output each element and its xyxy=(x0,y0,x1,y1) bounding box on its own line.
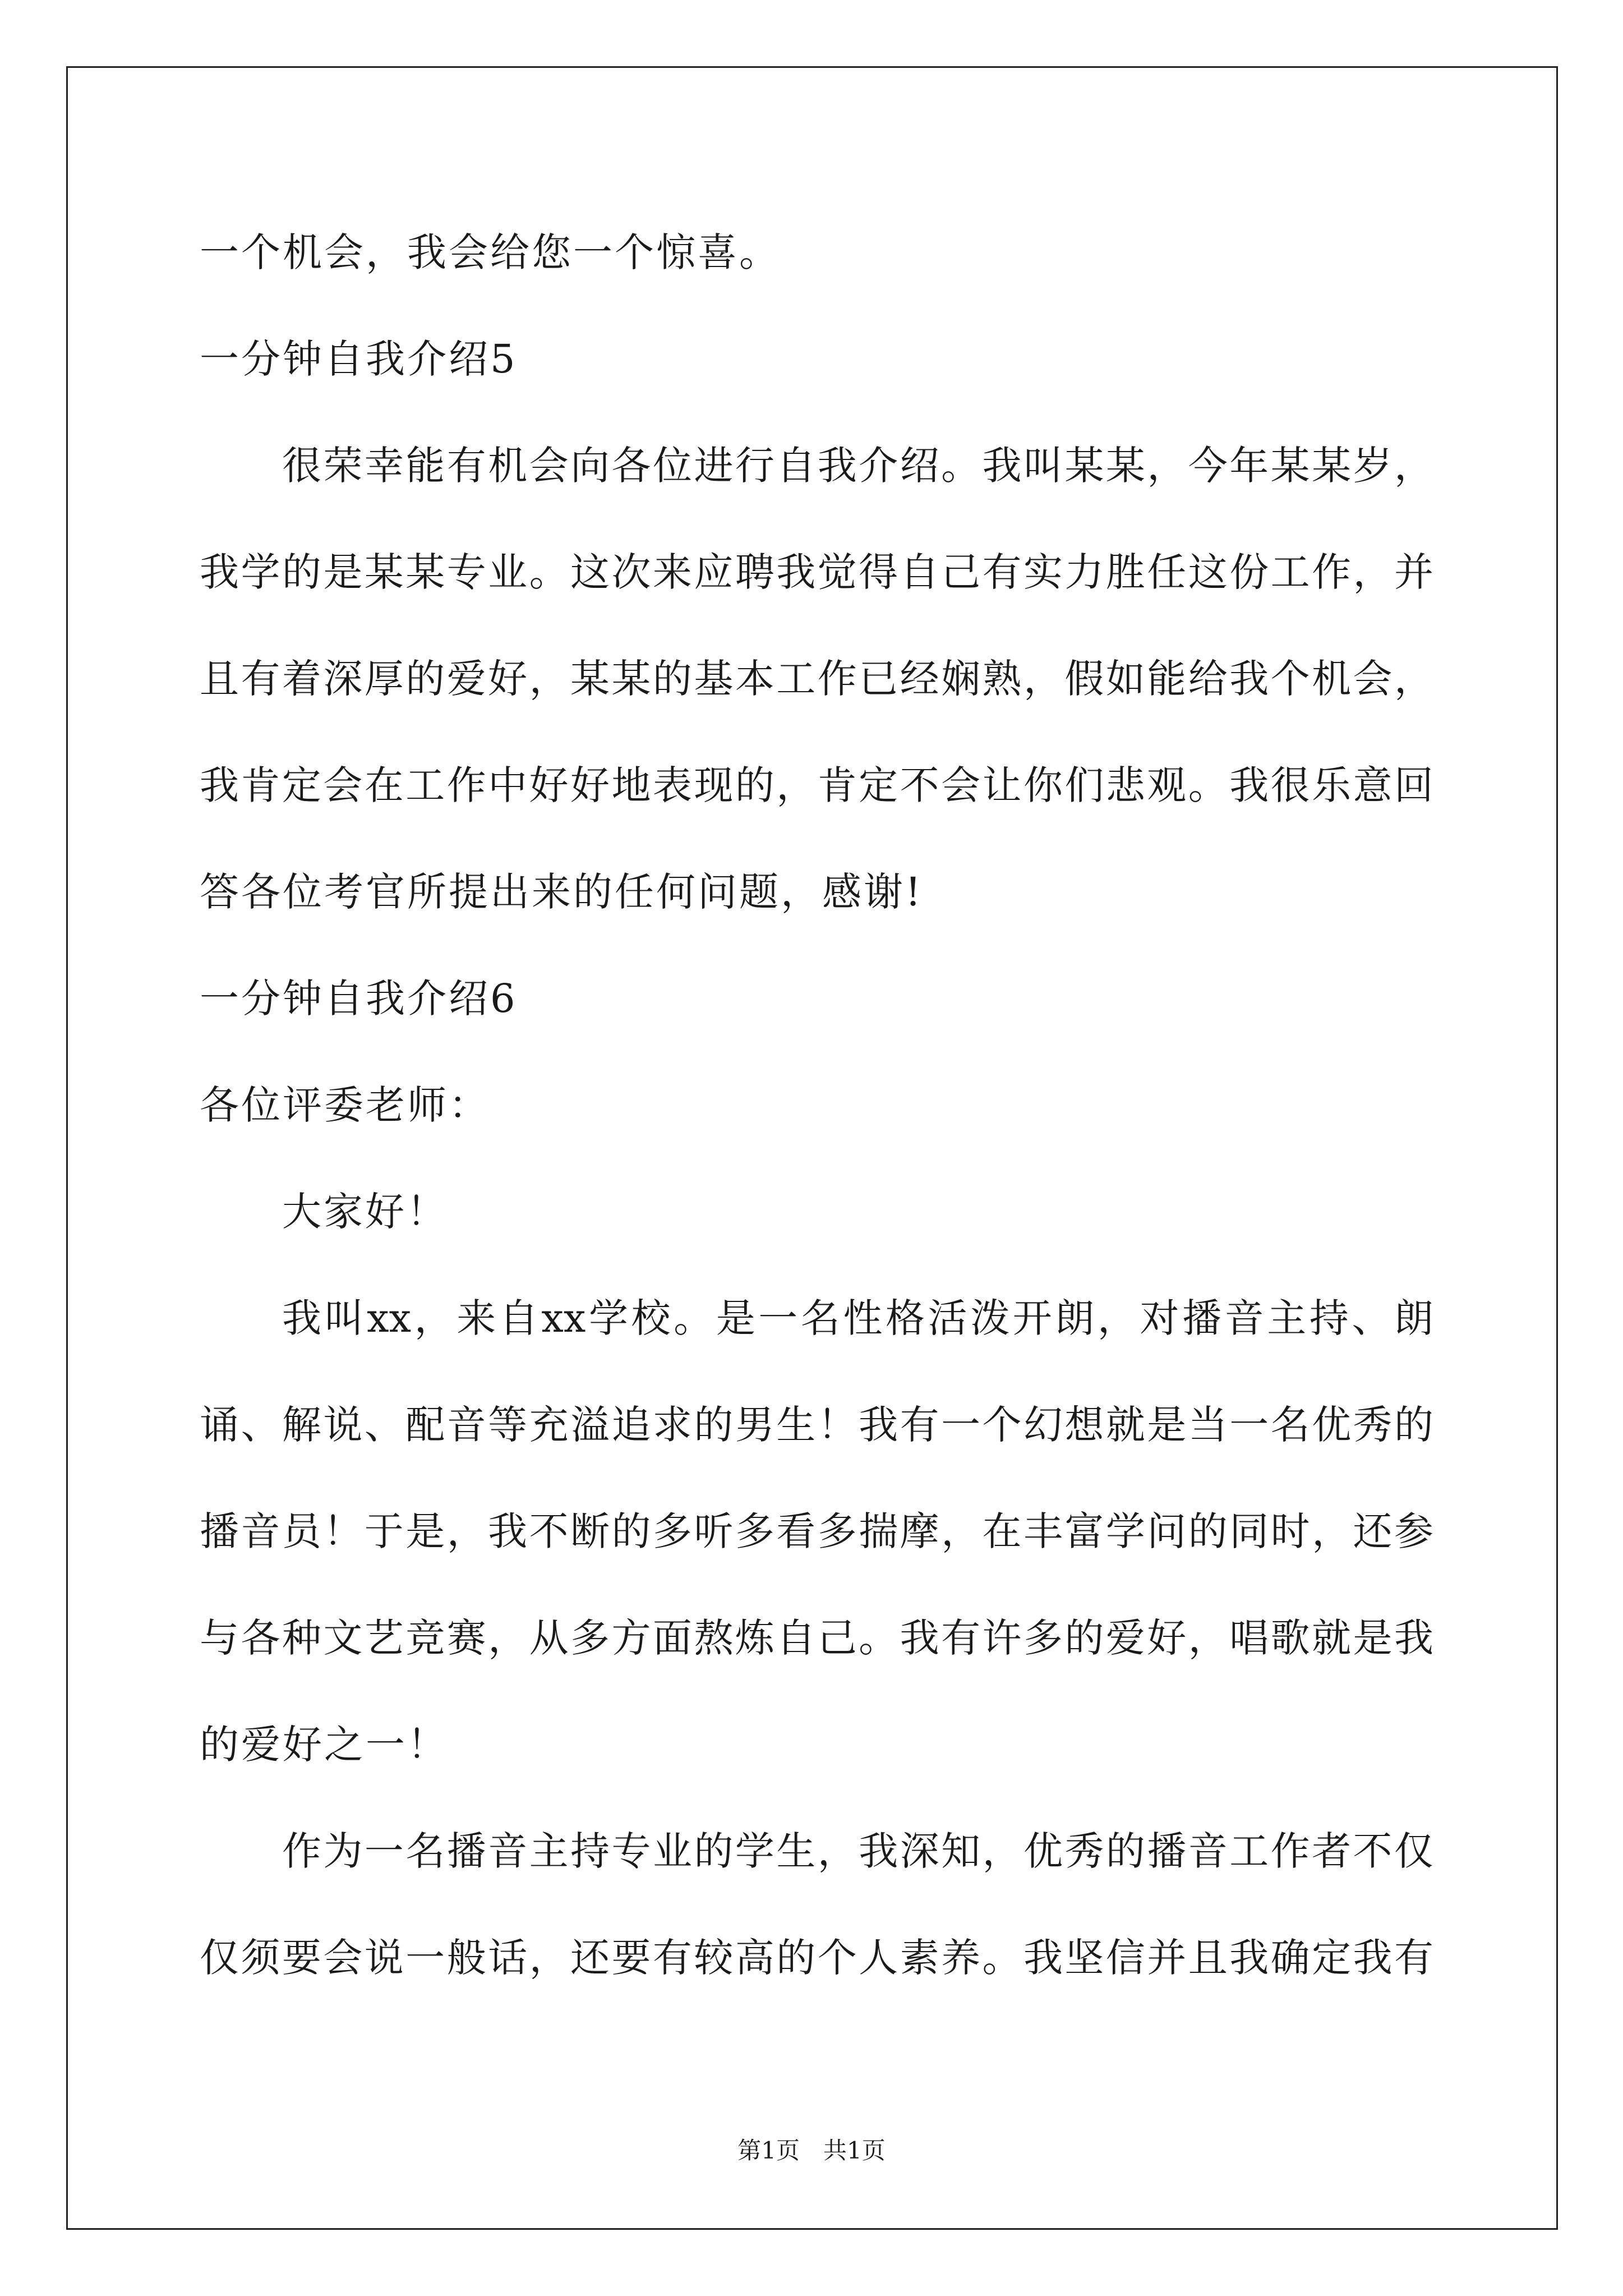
text-line: 各位评委老师： xyxy=(200,1082,490,1128)
text-line: 答各位考官所提出来的任何问题，感谢! xyxy=(200,869,924,915)
text-line: 的爱好之一！ xyxy=(200,1722,449,1768)
text-line: 大家好！ xyxy=(282,1189,448,1235)
text-line: 播音员！于是，我不断的多听多看多揣摩，在丰富学问的同时，还参 xyxy=(200,1508,1433,1554)
text-line: 我叫xx，来自xx学校。是一名性格活泼开朗，对播音主持、朗 xyxy=(282,1295,1433,1341)
text-line: 一个机会，我会给您一个惊喜。 xyxy=(200,229,781,275)
text-line: 诵、解说、配音等充溢追求的男生！我有一个幻想就是当一名优秀的 xyxy=(200,1402,1433,1448)
text-line: 我学的是某某专业。这次来应聘我觉得自己有实力胜任这份工作，并 xyxy=(200,549,1433,595)
text-line: 与各种文艺竞赛，从多方面熬炼自己。我有许多的爱好，唱歌就是我 xyxy=(200,1615,1433,1661)
text-line: 作为一名播音主持专业的学生，我深知，优秀的播音工作者不仅 xyxy=(282,1828,1433,1874)
text-line: 一分钟自我介绍5 xyxy=(200,336,518,382)
text-line: 仅须要会说一般话，还要有较高的个人素养。我坚信并且我确定我有 xyxy=(200,1935,1433,1981)
page-frame xyxy=(66,66,1558,2230)
text-line: 一分钟自我介绍6 xyxy=(200,976,518,1022)
text-line: 且有着深厚的爱好，某某的基本工作已经娴熟，假如能给我个机会， xyxy=(200,656,1433,702)
page-footer: 第1页 共1页 xyxy=(737,2137,886,2164)
text-line: 很荣幸能有机会向各位进行自我介绍。我叫某某，今年某某岁， xyxy=(282,443,1433,489)
text-line: 我肯定会在工作中好好地表现的，肯定不会让你们悲观。我很乐意回 xyxy=(200,762,1433,808)
